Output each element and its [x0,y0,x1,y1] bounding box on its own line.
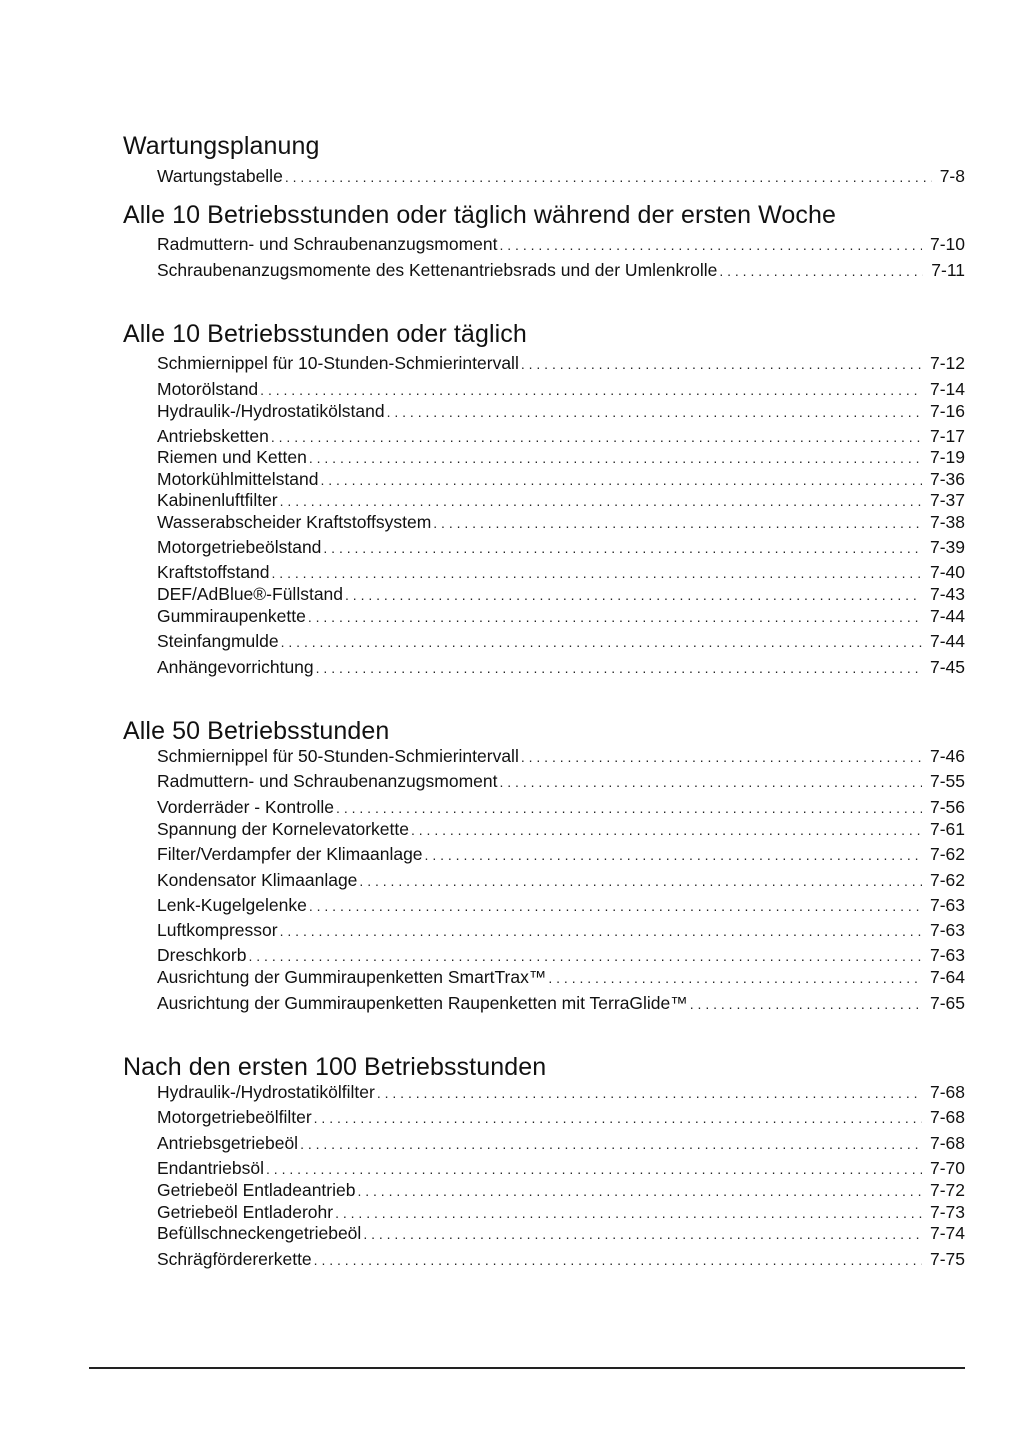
dot-leader [377,1082,922,1104]
dot-leader [433,512,922,534]
toc-entry-page: 7-17 [929,426,965,446]
toc-entry-label: Schraubenanzugsmomente des Kettenantriebsrads und der Umlenkrolle [157,260,718,280]
toc-entry[interactable] [157,1157,965,1179]
section-title-wartungsplanung: Wartungsplanung [123,132,320,160]
toc-entry[interactable] [157,511,965,533]
dot-leader [521,746,922,768]
toc-entry-label: Filter/Verdampfer der Klimaanlage [157,844,423,864]
toc-entry[interactable] [157,583,965,605]
toc-entry-page: 7-44 [929,606,965,626]
toc-entry-label: Spannung der Kornelevatorkette [157,819,409,839]
toc-entry-page: 7-43 [929,584,965,604]
toc-entry-label: Schmiernippel für 10-Stunden-Schmierintervall [157,353,519,373]
toc-entry-label: Wasserabscheider Kraftstoffsystem [157,512,432,532]
toc-entry-page: 7-44 [929,631,965,651]
toc-entry-label: Motorkühlmittelstand [157,469,319,489]
dot-leader [285,166,932,188]
toc-entry[interactable] [157,165,965,187]
dot-leader [314,1249,922,1271]
toc-entry-label: Kondensator Klimaanlage [157,870,358,890]
toc-entry[interactable] [157,400,965,422]
toc-entry-page: 7-61 [929,819,965,839]
toc-entry-page: 7-40 [929,562,965,582]
toc-entry[interactable] [157,1222,965,1244]
section-title-10h-first-week: Alle 10 Betriebsstunden oder täglich während der ersten Woche [123,201,837,229]
toc-entry[interactable] [157,919,965,941]
dot-leader [316,657,922,679]
toc-entry[interactable] [157,944,965,966]
toc-entry-label: Befüllschneckengetriebeöl [157,1223,362,1243]
toc-entry-label: Antriebsketten [157,426,269,446]
dot-leader [345,584,922,606]
toc-entry-label: Steinfangmulde [157,631,279,651]
toc-entry[interactable] [157,446,965,468]
dot-leader [323,537,922,559]
toc-entry-label: Vorderräder - Kontrolle [157,797,335,817]
dot-leader [300,1133,922,1155]
toc-entry-label: Wartungstabelle [157,166,283,186]
dot-leader [690,993,922,1015]
dot-leader [308,606,922,628]
dot-leader [309,447,922,469]
dot-leader [272,562,922,584]
toc-entry[interactable] [157,1248,965,1270]
toc-entry[interactable] [157,796,965,818]
toc-entry[interactable] [157,1132,965,1154]
toc-entry-label: Motorgetriebeölstand [157,537,322,557]
toc-entry-page: 7-68 [929,1107,965,1127]
toc-entry-label: Getriebeöl Entladeantrieb [157,1180,356,1200]
toc-entry-page: 7-75 [929,1249,965,1269]
toc-entry[interactable] [157,843,965,865]
dot-leader [281,631,922,653]
toc-entry[interactable] [157,378,965,400]
dot-leader [425,844,922,866]
dot-leader [499,234,921,256]
dot-leader [548,967,922,989]
toc-entry-page: 7-56 [929,797,965,817]
toc-entry[interactable] [157,425,965,447]
toc-entry[interactable] [157,745,965,767]
dot-leader [260,379,922,401]
toc-entry-page: 7-46 [929,746,965,766]
dot-leader [411,819,922,841]
dot-leader [363,1223,922,1245]
dot-leader [320,469,922,491]
toc-entry[interactable] [157,869,965,891]
toc-entry-page: 7-64 [929,967,965,987]
dot-leader [309,895,922,917]
toc-entry-label: Anhängevorrichtung [157,657,314,677]
toc-entry[interactable] [157,656,965,678]
dot-leader [521,353,922,375]
toc-entry-label: Antriebsgetriebeöl [157,1133,299,1153]
toc-entry[interactable] [157,352,965,374]
dot-leader [499,771,921,793]
dot-leader [387,401,922,423]
toc-entry[interactable] [157,1081,965,1103]
dot-leader [719,260,923,282]
toc-entry-page: 7-10 [929,234,965,254]
toc-entry-label: Hydraulik-/Hydrostatikölfilter [157,1082,375,1102]
toc-entry-page: 7-8 [939,166,965,186]
toc-entry-label: Ausrichtung der Gummiraupenketten Raupenketten mit TerraGlide™ [157,993,688,1013]
dot-leader [280,490,922,512]
toc-entry-page: 7-19 [929,447,965,467]
toc-entry[interactable] [157,966,965,988]
section-title-10h-daily: Alle 10 Betriebsstunden oder täglich [123,320,527,348]
toc-entry-page: 7-63 [929,945,965,965]
toc-entry[interactable] [157,818,965,840]
toc-entry-page: 7-62 [929,870,965,890]
toc-entry[interactable] [157,1179,965,1201]
toc-entry-page: 7-37 [929,490,965,510]
dot-leader [357,1180,922,1202]
toc-entry[interactable] [157,992,965,1014]
toc-entry-label: Schmiernippel für 50-Stunden-Schmierintervall [157,746,519,766]
toc-entry-label: Luftkompressor [157,920,278,940]
toc-entry-page: 7-70 [929,1158,965,1178]
footer-divider [89,1367,965,1369]
toc-entry-page: 7-65 [929,993,965,1013]
toc-entry[interactable] [157,770,965,792]
toc-entry-page: 7-36 [929,469,965,489]
toc-entry-label: Radmuttern- und Schraubenanzugsmoment [157,771,498,791]
toc-entry-label: Motorölstand [157,379,259,399]
toc-entry[interactable] [157,894,965,916]
toc-entry[interactable] [157,605,965,627]
toc-entry-page: 7-63 [929,920,965,940]
toc-entry-label: Kabinenluftfilter [157,490,278,510]
toc-entry-page: 7-14 [929,379,965,399]
toc-entry[interactable] [157,536,965,558]
toc-entry-label: Getriebeöl Entladerohr [157,1202,334,1222]
dot-leader [248,945,921,967]
toc-entry-page: 7-16 [929,401,965,421]
toc-entry[interactable] [157,489,965,511]
toc-entry-label: Lenk-Kugelgelenke [157,895,307,915]
toc-entry-page: 7-45 [929,657,965,677]
toc-entry[interactable] [157,630,965,652]
dot-leader [266,1158,922,1180]
toc-entry-page: 7-39 [929,537,965,557]
toc-entry-label: DEF/AdBlue®-Füllstand [157,584,344,604]
toc-entry-label: Riemen und Ketten [157,447,307,467]
dot-leader [359,870,922,892]
toc-entry[interactable] [157,233,965,255]
section-title-first-100h: Nach den ersten 100 Betriebsstunden [123,1053,547,1081]
toc-entry[interactable] [157,468,965,490]
dot-leader [280,920,922,942]
toc-entry-label: Kraftstoffstand [157,562,270,582]
toc-entry-label: Dreschkorb [157,945,247,965]
dot-leader [336,797,922,819]
toc-entry[interactable] [157,1106,965,1128]
toc-entry-page: 7-73 [929,1202,965,1222]
toc-entry-page: 7-62 [929,844,965,864]
dot-leader [271,426,922,448]
dot-leader [335,1202,922,1224]
section-title-50h: Alle 50 Betriebsstunden [123,717,390,745]
toc-entry-page: 7-72 [929,1180,965,1200]
toc-entry-page: 7-12 [929,353,965,373]
toc-entry-page: 7-68 [929,1133,965,1153]
toc-entry-label: Motorgetriebeölfilter [157,1107,312,1127]
toc-entry[interactable] [157,259,965,281]
toc-entry-page: 7-11 [931,260,965,280]
toc-entry-page: 7-68 [929,1082,965,1102]
toc-entry-label: Radmuttern- und Schraubenanzugsmoment [157,234,498,254]
toc-entry-page: 7-38 [929,512,965,532]
toc-entry-label: Endantriebsöl [157,1158,265,1178]
toc-entry-label: Hydraulik-/Hydrostatikölstand [157,401,385,421]
toc-entry-label: Schrägfördererkette [157,1249,312,1269]
toc-entry[interactable] [157,561,965,583]
toc-entry[interactable] [157,1201,965,1223]
toc-entry-label: Ausrichtung der Gummiraupenketten SmartTrax™ [157,967,547,987]
toc-entry-page: 7-74 [929,1223,965,1243]
toc-entry-label: Gummiraupenkette [157,606,306,626]
dot-leader [314,1107,922,1129]
toc-entry-page: 7-55 [929,771,965,791]
toc-entry-page: 7-63 [929,895,965,915]
